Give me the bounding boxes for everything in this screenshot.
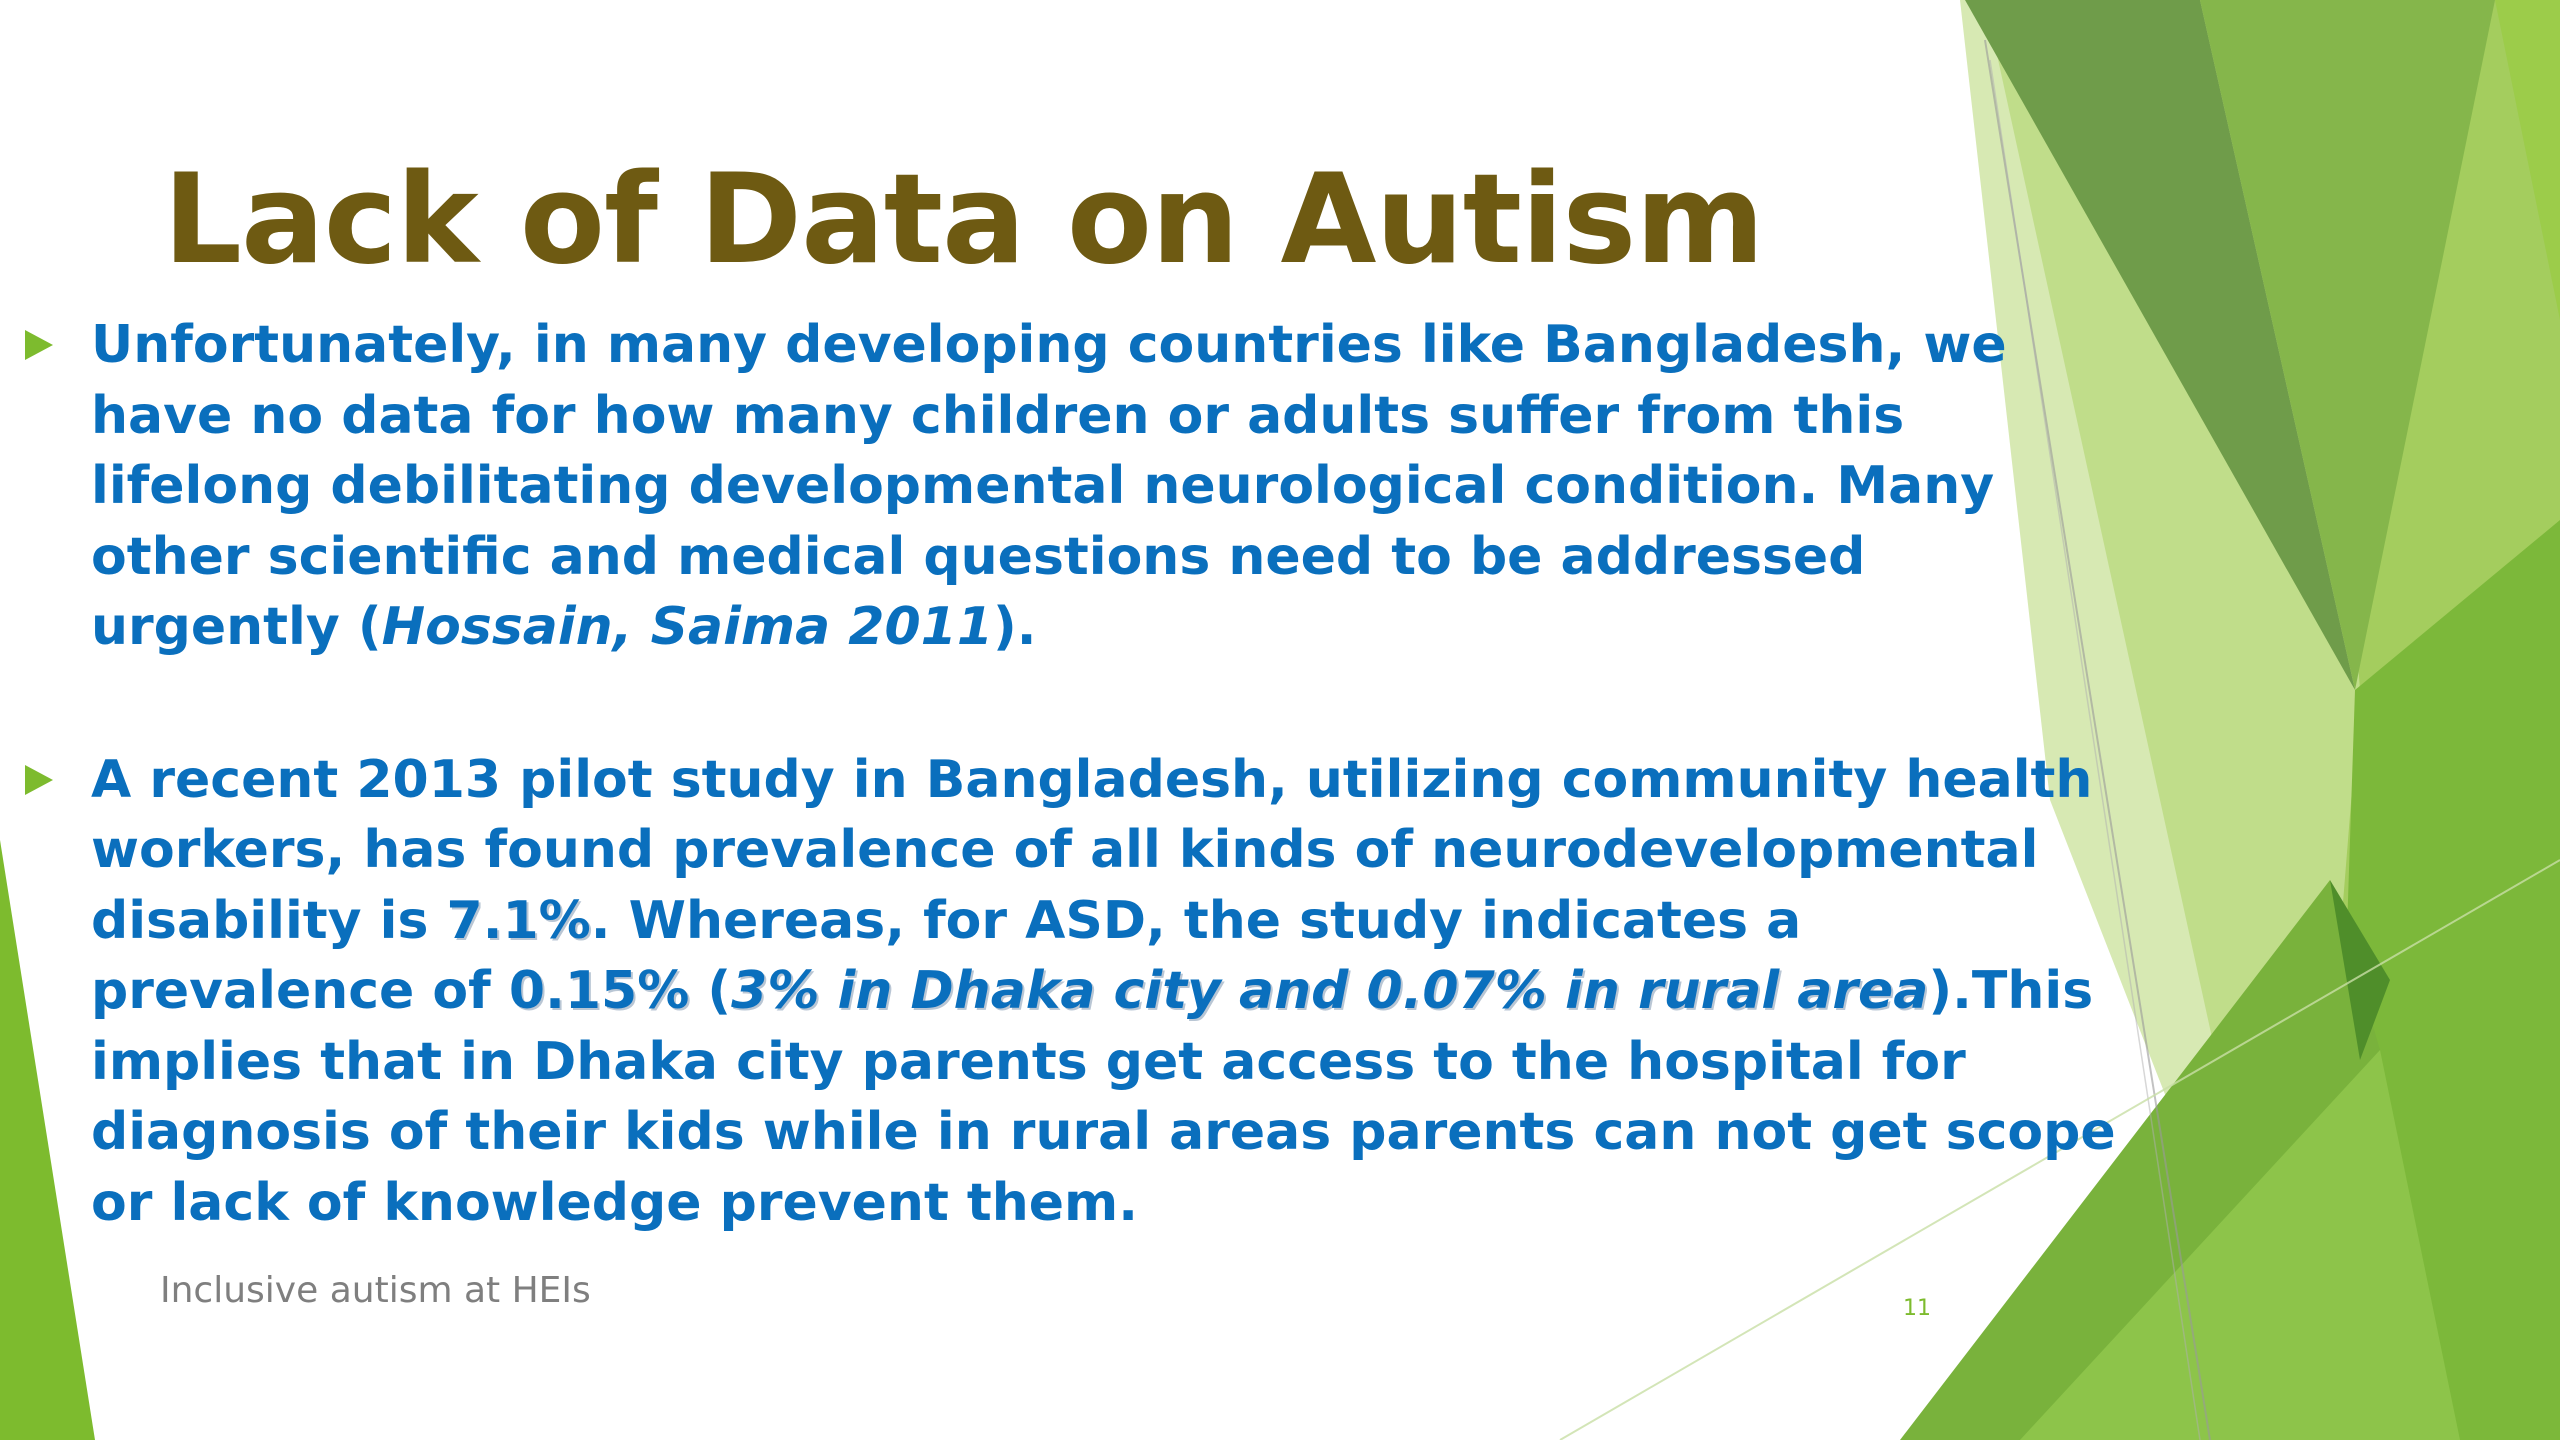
slide-title: Lack of Data on Autism bbox=[163, 148, 1764, 292]
triangle-bullet-icon bbox=[25, 330, 53, 360]
citation: Hossain, Saima 2011 bbox=[381, 597, 994, 657]
bullet-list bbox=[25, 310, 2125, 1238]
footer-text: Inclusive autism at HEIs bbox=[160, 1270, 591, 1311]
bullet-text: Unfortunately, in many developing countries like Bangladesh, we have no data for how many children or adults suffer from this lifelong debilitating developmental neurological condition. Many other scientific and medical questions need to be addressed urgently ( bbox=[91, 315, 2007, 657]
bullet-item bbox=[25, 745, 2125, 1239]
bullet-text-end: ). bbox=[993, 597, 1037, 657]
bullet-text: . Whereas, for ASD, the study indicates a prevalence of bbox=[91, 890, 1802, 1021]
bullet-text: ).This implies that in Dhaka city parents get access to the hospital for diagnosis of their kids while in rural areas parents can not get scope or lack of knowledge prevent them. bbox=[91, 961, 2116, 1233]
highlight-percentage: 0.15% bbox=[508, 961, 690, 1021]
bullet-item bbox=[25, 310, 2125, 663]
highlight-detail: 3% in Dhaka city and 0.07% in rural area bbox=[731, 961, 1929, 1021]
triangle-bullet-icon bbox=[25, 765, 53, 795]
page-number: 11 bbox=[1903, 1296, 1931, 1321]
bullet-text: ( bbox=[689, 961, 732, 1021]
highlight-percentage: 7.1% bbox=[446, 890, 591, 951]
bullet-text: A recent 2013 pilot study in Bangladesh, utilizing community health workers, has found prevalence of all kinds of neurodevelopmental disability is bbox=[91, 749, 2093, 951]
